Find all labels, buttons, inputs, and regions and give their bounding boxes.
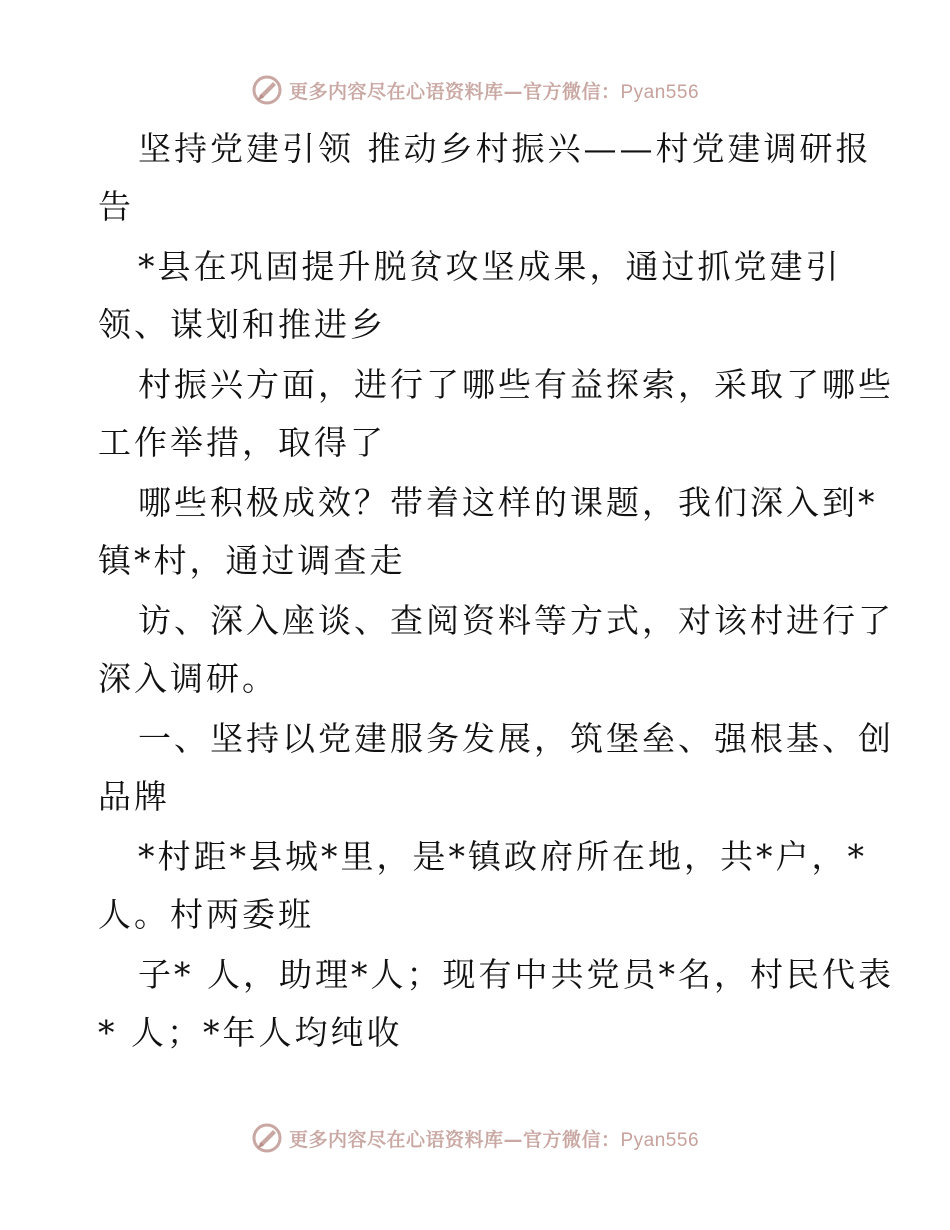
paragraph-line: 哪些积极成效？带着这样的课题，我们深入到* bbox=[138, 483, 878, 522]
watermark-logo-icon bbox=[251, 74, 283, 106]
footer-watermark bbox=[0, 1118, 950, 1158]
watermark-wechat-id: Pyan556 bbox=[620, 1129, 700, 1151]
paragraph bbox=[98, 710, 894, 826]
paragraph-line: 一、坚持以党建服务发展，筑堡垒、强根基、创 bbox=[138, 719, 894, 758]
paragraph-line: 访、深入座谈、查阅资料等方式，对该村进行了 bbox=[138, 601, 894, 640]
paragraph bbox=[98, 828, 867, 944]
paragraph-line: 深入调研。 bbox=[98, 659, 278, 698]
paragraph-line: 村振兴方面，进行了哪些有益探索，采取了哪些 bbox=[138, 365, 894, 404]
paragraph bbox=[98, 356, 894, 472]
paragraph bbox=[98, 120, 872, 236]
paragraph-line: 子* 人，助理*人；现有中共党员*名，村民代表 bbox=[138, 955, 894, 994]
document-body bbox=[98, 120, 894, 1064]
paragraph-line: 人。村两委班 bbox=[98, 895, 314, 934]
header-watermark bbox=[0, 70, 950, 110]
paragraph-line: 品牌 bbox=[98, 777, 170, 816]
paragraph-line: 镇*村，通过调查走 bbox=[98, 541, 406, 580]
paragraph-line: 领、谋划和推进乡 bbox=[98, 305, 386, 344]
watermark-text: 更多内容尽在心语资料库—官方微信：Pyan556 bbox=[288, 1128, 700, 1151]
paragraph-line: *县在巩固提升脱贫攻坚成果，通过抓党建引 bbox=[138, 247, 842, 286]
paragraph-line: * 人；*年人均纯收 bbox=[98, 1013, 403, 1052]
paragraph-line: 告 bbox=[98, 187, 134, 226]
paragraph bbox=[98, 946, 894, 1062]
paragraph bbox=[98, 592, 894, 708]
watermark-text: 更多内容尽在心语资料库—官方微信：Pyan556 bbox=[288, 80, 700, 103]
watermark-wechat-id: Pyan556 bbox=[620, 81, 700, 103]
paragraph-line: *村距*县城*里，是*镇政府所在地，共*户，* bbox=[138, 837, 867, 876]
paragraph-line: 坚持党建引领 推动乡村振兴——村党建调研报 bbox=[138, 129, 872, 168]
watermark-logo-icon bbox=[251, 1122, 283, 1154]
paragraph bbox=[98, 238, 858, 354]
paragraph-line: 工作举措，取得了 bbox=[98, 423, 386, 462]
paragraph bbox=[98, 474, 878, 590]
